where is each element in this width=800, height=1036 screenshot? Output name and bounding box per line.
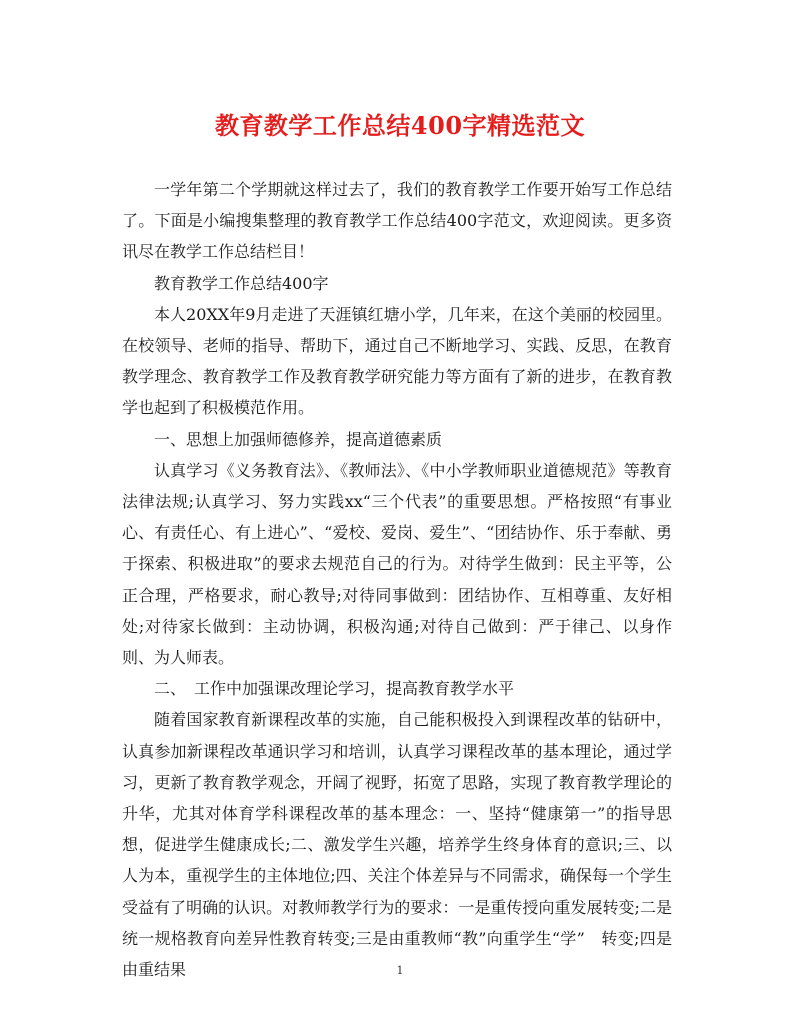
document-body — [122, 174, 672, 985]
body-paragraph: 随着国家教育新课程改革的实施，自己能积极投入到课程改革的钻研中，认真参加新课程改革通识学习和培训，认真学习课程改革的基本理论，通过学习，更新了教育教学观念，开阔了视野，拓宽了思路，实现了教育教学理论的升华，尤其对体育学科课程改革的基本理念：一、坚持“健康第一”的指导思想，促进学生健康成长;二、激发学生兴趣，培养学生终身体育的意识;三、以人为本，重视学生的主体地位;四、关注个体差异与不同需求，确保每一个学生受益有了明确的认识。对教师教学行为的要求：一是重传授向重发展转变;二是统一规格教育向差异性教育转变;三是由重教师“教”向重学生“学” 转变;四是由重结果 — [122, 710, 672, 980]
section-heading-curriculum: 二、 工作中加强课改理论学习，提高教育教学水平 — [154, 679, 515, 699]
document-title: 教育教学工作总结400字精选范文 — [214, 111, 586, 140]
section-heading-summary: 教育教学工作总结400字 — [154, 273, 329, 293]
body-paragraph: 认真学习《义务教育法》、《教师法》、《中小学教师职业道德规范》等教育法律法规;认真学习、努力实践xx“三个代表”的重要思想。严格按照“有事业心、有责任心、有上进心”、“爱校、爱岗、爱生”、“团结协作、乐于奉献、勇于探索、积极进取”的要求去规范自己的行为。对待学生做到：民主平等，公正合理，严格要求，耐心教导;对待同事做到：团结协作、互相尊重、友好相处;对待家长做到：主动协调，积极沟通;对待自己做到：严于律己、以身作则、为人师表。 — [122, 460, 672, 668]
intro-paragraph: 一学年第二个学期就这样过去了，我们的教育教学工作要开始写工作总结了。下面是小编搜集整理的教育教学工作总结400字范文，欢迎阅读。更多资讯尽在教学工作总结栏目！ — [122, 180, 672, 262]
body-paragraph: 本人20XX年9月走进了天涯镇红塘小学，几年来，在这个美丽的校园里。在校领导、老师的指导、帮助下，通过自己不断地学习、实践、反思，在教育教学理念、教育教学工作及教育教学研究能力等方面有了新的进步，在教育教学也起到了积极模范作用。 — [122, 304, 672, 418]
page-number: 1 — [396, 964, 404, 977]
section-heading-ethics: 一、思想上加强师德修养，提高道德素质 — [154, 429, 443, 449]
